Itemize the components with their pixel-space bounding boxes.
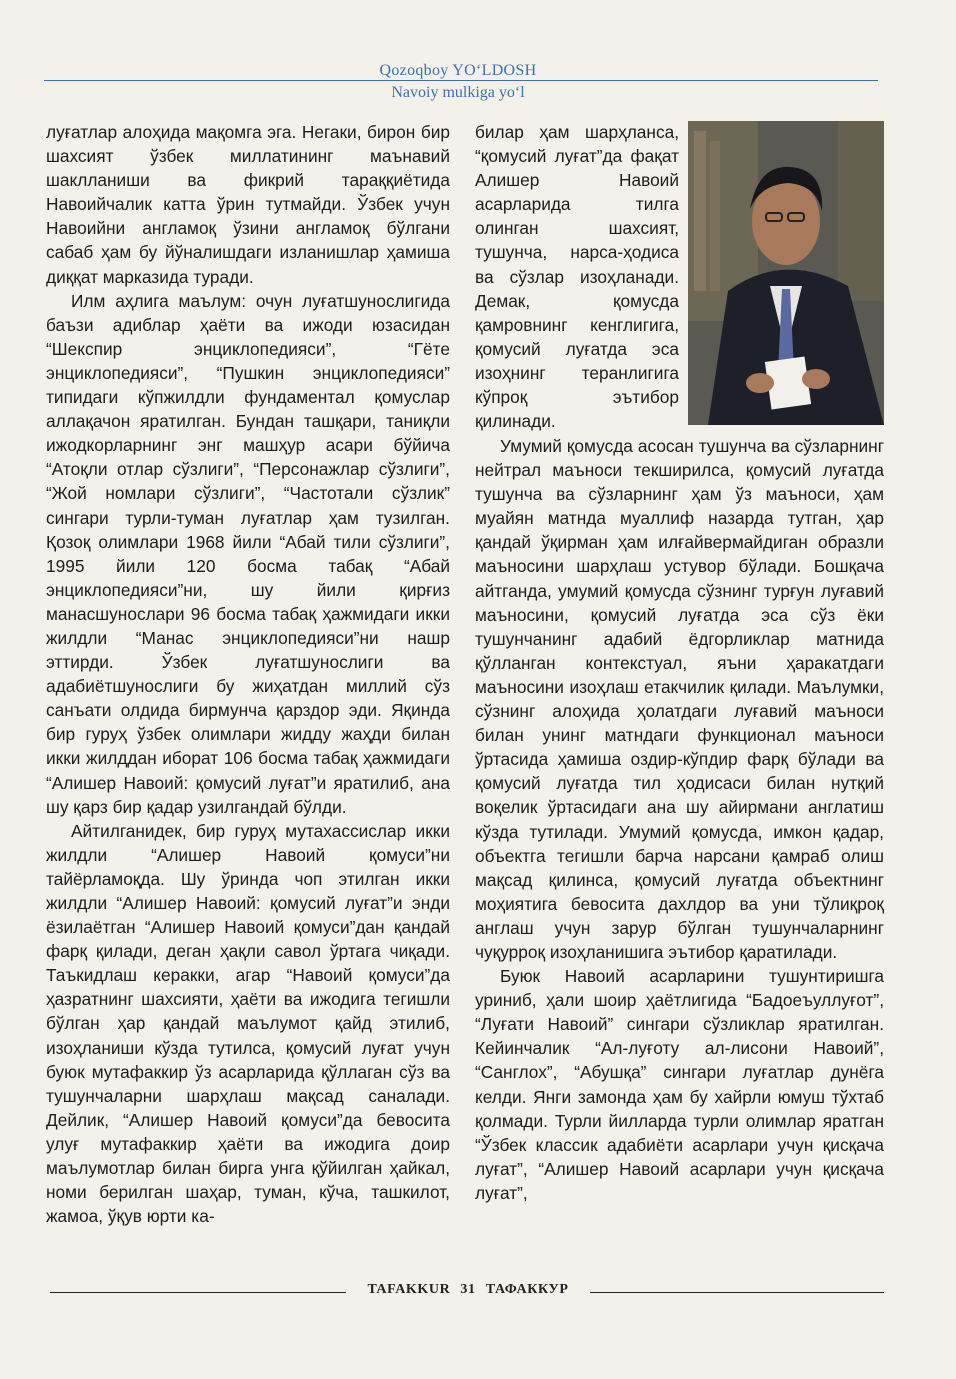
paragraph: луғатлар алоҳида мақомга эга. Негаки, бирон бир шахсият ўзбек миллатининг маънавий шаклланиши ва фикрий тараққиётида Навоийчалик катта ўрин тутмайди. Ўзбек учун Навоийни англамоқ ўзини англамоқ бўлгани сабаб ҳам бу йўналишдаги изланишлар ҳамиша диққат марказида туради. [46, 122, 450, 287]
right-column-top [475, 120, 679, 433]
paragraph: билар ҳам шарҳланса, “қомусий луғат”да фақат Алишер Навоий асарларида тилга олинган шахсият, тушунча, нарса-ҳодиса ва сўзлар изоҳланади. Демак, қомусда қамровнинг кенглигига, қомусий луғатда эса изоҳнинг теранлигига кўпроқ эътибор қилинади. [475, 122, 679, 432]
left-column [46, 120, 450, 1228]
footer-text [346, 1282, 590, 1298]
paragraph: Илм аҳлига маълум: очун луғатшунослигида баъзи адиблар ҳаёти ва ижоди юзасидан “Шекспир энциклопедияси”, “Гёте энциклопедияси”, “Пушкин энциклопедияси” типидаги кўпжилдли фундаментал қомуслар аллақачон яратилган. Бундан ташқари, таниқли ижодкорларнинг энг машҳур асари бўйича “Атоқли отлар сўзлиги”, “Персонажлар сўзлиги”, “Жой номлари сўзлиги”, “Частотали сўзлик” сингари турли-туман луғатлар ҳам тузилган. Қозоқ олимлари 1968 йили “Абай тили сўзлиги”, 1995 йили 120 босма табақ “Абай энциклопедияси”ни, шу йили қирғиз манасшунослари 96 босма табақ ҳажмидаги икки жилдли “Манас энциклопедияси”ни нашр эттирди. Ўзбек луғатшунослиги ва адабиётшунослиги бу жиҳатдан миллий сўз санъати олдида бирмунча қарздор эди. Яқинда бир гуруҳ ўзбек олимлари жидду жаҳди билан икки жилддан иборат 106 босма табақ ҳажмидаги “Алишер Навоий: қомусий луғат”и яратилиб, ана шу қарз бир қадар узилгандай бўлди. [46, 290, 450, 817]
portrait-illustration [688, 121, 884, 425]
paragraph: Айтилганидек, бир гуруҳ мутахассислар икки жилдли “Алишер Навоий қомуси”ни тайёрламоқда. Шу ўринда чоп этилган икки жилдли “Алишер Навоий: қомусий луғат”и энди ёзилаётган “Алишер Навоий қомуси”дан қандай фарқ қилади, деган ҳақли савол ўртага чиқади. Таъкидлаш керакки, агар “Навоий қомуси”да ҳазратнинг шахсияти, ҳаёти ва ижодига тегишли бўлган ҳар қандай маълумот қайд этилиб, изоҳланиши кўзда тутилса, қомусий луғат учун буюк мутафаккир ўз асарларида қўллаган сўз ва тушунчаларни шарҳлаш мақсад саналади. Дейлик, “Алишер Навоий қомуси”да бевосита улуғ мутафаккир ҳаёти ва ижодига доир маълумотлар билан бирга унга қўйилган ҳайкал, номи берилган шаҳар, туман, кўча, ташкилот, жамоа, ўқув юрти ка- [46, 820, 450, 1227]
page-footer [0, 1278, 956, 1308]
right-column [475, 434, 884, 1205]
footer-left-label: TAFAKKUR [367, 1282, 451, 1297]
page-number: 31 [460, 1282, 476, 1297]
footer-right-label: ТАФАККУР [485, 1282, 569, 1297]
header-rule [44, 80, 878, 81]
header-title: Navoiy mulkiga yo‘l [391, 84, 525, 101]
header-author: Qozoqboy YO‘LDOSH [379, 62, 537, 79]
footer-rule-right [590, 1292, 884, 1293]
footer-rule-left [50, 1292, 346, 1293]
paragraph: Буюк Навоий асарларини тушунтиришга уриниб, ҳали шоир ҳаётлигида “Бадоеъуллуғот”, “Луғати Навоий” сингари сўзликлар яратилган. Кейинчалик “Ал-луғоту ал-лисони Навоий”, “Санглох”, “Абушқа” сингари луғатлар дунёга келди. Янги замонда ҳам бу хайрли юмуш тўхтаб қолмади. Турли йилларда турли олимлар яратган “Ўзбек классик адабиёти асарлари учун қисқача луғат”, “Алишер Навоий асарлари учун қисқача луғат”, [475, 966, 884, 1203]
paragraph: Умумий қомусда асосан тушунча ва сўзларнинг нейтрал маъноси текширилса, қомусий луғатда тушунча ва сўзларнинг ҳам ўз маъноси, ҳам муайян матнда муаллиф назарда тутган, ҳар қандай ўқирман ҳам илғайвермайдиган образли маъносини шарҳлаш устувор бўлади. Бошқача айтганда, умумий қомусда сўзнинг турғун луғавий маъносини, қомусий луғатда эса сўз ёки тушунчанинг адабий ёдгорликлар матнида қўлланган контекстуал, яъни ҳаракатдаги маъносини изоҳлаш етакчилик қилади. Маълумки, сўзнинг алоҳида ҳолатдаги луғавий маъноси билан унинг матндаги функционал маъноси ўртасида ҳамиша оздир-кўпдир фарқ бўлади ва қомусий луғатда тил ҳодисаси билан нутқий воқелик ўртасидаги ана шу айирмани англатиш кўзда тутилади. Умумий қомусда, имкон қадар, объектга тегишли барча нарсани қамраб олиш мақсад қилинса, қомусий луғатда объектнинг моҳиятига бевосита дахлдор ва уни тўлиқроқ англаш учун зарур бўлган тушунчаларнинг чуқурроқ изоҳланишига эътибор қаратилади. [475, 436, 884, 962]
author-photo [688, 121, 884, 425]
